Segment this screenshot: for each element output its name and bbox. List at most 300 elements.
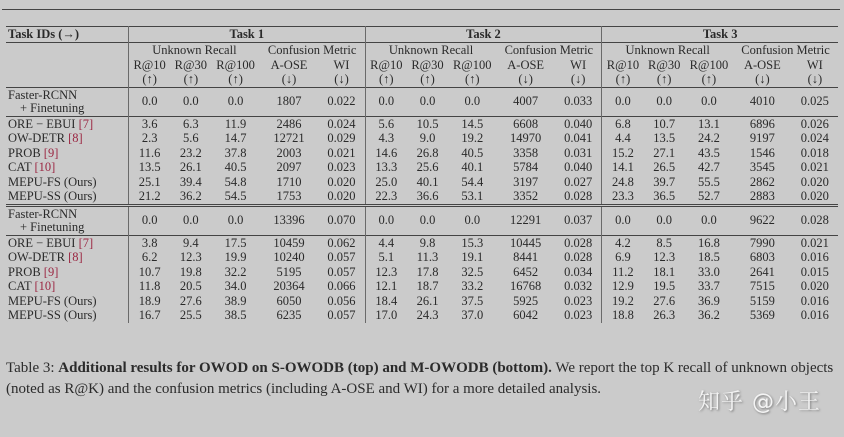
value-cell: 0.041	[564, 131, 593, 145]
value-cell: 23.3	[602, 189, 644, 205]
value-cell: 11.3	[416, 250, 439, 264]
value-cell: 9.0	[419, 131, 436, 145]
value-cell: 0.0	[656, 94, 672, 109]
value-cell: 0.028	[800, 213, 829, 228]
method-name	[6, 250, 129, 265]
unknown-recall-header: Unknown Recall	[602, 43, 733, 58]
results-table	[6, 26, 838, 323]
citation-link[interactable]: [10]	[34, 160, 56, 174]
value-cell: 12291	[510, 213, 542, 228]
value-cell: 7990	[749, 235, 775, 250]
value-cell: 5195	[276, 264, 302, 279]
value-cell: 2883	[749, 189, 775, 203]
value-cell: 2641	[749, 264, 775, 279]
value-cell: 12.3	[653, 250, 676, 264]
empty-cell	[6, 58, 129, 73]
arrow-indicator: (↑)	[228, 72, 243, 86]
value-cell: 15.2	[602, 146, 644, 161]
arrow-indicator: (↓)	[755, 72, 770, 86]
value-cell: 26.5	[653, 160, 676, 174]
value-cell: 0.026	[800, 116, 829, 131]
method-label: MEPU-FS (Ours)	[8, 174, 97, 189]
method-label: Faster-RCNN	[8, 87, 78, 102]
value-cell: 19.1	[461, 250, 484, 264]
value-cell: 16768	[510, 279, 542, 293]
table-row	[6, 308, 838, 323]
value-cell: 4.4	[602, 131, 644, 146]
value-cell: 0.0	[464, 213, 481, 228]
citation-link[interactable]: [7]	[78, 235, 94, 250]
value-cell: 54.4	[461, 174, 484, 189]
table-row	[6, 250, 838, 265]
value-cell: 0.020	[800, 174, 829, 189]
arrow-indicator: (↓)	[518, 72, 533, 86]
value-cell: 0.040	[564, 160, 593, 174]
value-cell: 25.6	[416, 160, 439, 174]
value-cell: 20364	[273, 279, 305, 293]
value-cell: 13396	[273, 213, 305, 228]
task-1-header: Task 1	[129, 27, 366, 43]
arrow-indicator: (↓)	[570, 72, 586, 86]
value-cell: 37.0	[461, 308, 484, 322]
value-cell: 7515	[749, 279, 775, 293]
method-name	[6, 131, 129, 146]
citation-link[interactable]: [10]	[34, 279, 56, 293]
value-cell: 14.1	[602, 160, 644, 175]
value-cell: 5.6	[365, 116, 407, 131]
method-label: MEPU-FS (Ours)	[8, 293, 97, 308]
value-cell: 4.3	[365, 131, 407, 146]
value-cell: 24.8	[602, 175, 644, 190]
arrow-indicator: (↑)	[420, 72, 435, 86]
value-cell: 0.0	[129, 87, 171, 116]
value-cell: 18.9	[129, 294, 171, 309]
value-cell: 18.7	[416, 279, 439, 293]
value-cell: 2097	[276, 160, 302, 174]
citation-link[interactable]: [8]	[68, 131, 83, 145]
value-cell: 13.3	[365, 160, 407, 175]
value-cell: 9.4	[183, 235, 199, 250]
value-cell: 54.5	[224, 189, 247, 203]
metric-header: R@100	[689, 57, 729, 72]
value-cell: 0.0	[602, 207, 644, 236]
value-cell: 0.0	[183, 213, 199, 228]
method-name	[6, 87, 129, 116]
value-cell: 53.1	[461, 189, 484, 203]
value-cell: 20.5	[179, 279, 202, 293]
value-cell: 36.2	[697, 308, 720, 322]
value-cell: 0.0	[365, 87, 407, 116]
method-name	[6, 146, 129, 161]
value-cell: 37.5	[461, 293, 484, 308]
value-cell: 40.5	[461, 145, 484, 160]
value-cell: 8441	[513, 250, 539, 264]
value-cell: 55.5	[697, 174, 720, 189]
arrow-indicator: (↑)	[701, 72, 717, 86]
value-cell: 0.0	[183, 94, 199, 109]
value-cell: 0.034	[564, 264, 593, 279]
value-cell: 42.7	[697, 160, 720, 174]
value-cell: 5784	[513, 160, 539, 174]
metric-header: A-OSE	[507, 57, 545, 72]
value-cell: 19.9	[224, 250, 247, 264]
value-cell: 40.5	[224, 160, 247, 174]
value-cell: 6896	[749, 116, 775, 131]
method-label: PROB	[8, 264, 41, 279]
table-row	[6, 131, 838, 146]
value-cell: 0.028	[564, 250, 593, 264]
metric-header: R@100	[216, 57, 255, 72]
value-cell: 0.020	[800, 279, 829, 293]
watermark: 知乎 @小王	[698, 390, 821, 415]
table-row	[6, 87, 838, 116]
value-cell: 0.022	[327, 94, 356, 109]
value-cell: 27.6	[653, 293, 676, 308]
value-cell: 22.3	[365, 189, 407, 205]
method-name	[6, 279, 129, 294]
value-cell: 11.2	[602, 265, 644, 280]
value-cell: 38.5	[224, 308, 247, 322]
value-cell: 52.7	[697, 189, 720, 203]
value-cell: 0.037	[564, 213, 593, 228]
value-cell: 36.5	[653, 189, 676, 203]
method-label: ORE − EBUI	[8, 116, 76, 131]
value-cell: 16.8	[697, 235, 720, 250]
method-label: OW-DETR	[8, 131, 65, 145]
value-cell: 11.8	[129, 279, 171, 294]
value-cell: 19.8	[179, 264, 202, 279]
value-cell: 25.1	[129, 175, 171, 190]
value-cell: 32.2	[224, 264, 247, 279]
value-cell: 0.027	[564, 174, 593, 189]
value-cell: 8.5	[656, 235, 672, 250]
value-cell: 17.8	[416, 264, 439, 279]
value-cell: 3.8	[129, 235, 171, 250]
caption-label: Table 3:	[6, 360, 55, 376]
confusion-metric-header: Confusion Metric	[504, 43, 594, 57]
value-cell: 12.1	[365, 279, 407, 294]
method-label: OW-DETR	[8, 250, 65, 264]
task-header-row	[6, 27, 838, 43]
value-cell: 13.5	[129, 160, 171, 175]
empty-cell	[6, 72, 129, 87]
value-cell: 0.0	[656, 213, 672, 228]
arrow-indicator: (↑)	[602, 72, 644, 87]
value-cell: 13.1	[697, 116, 720, 131]
value-cell: 19.5	[653, 279, 676, 293]
method-name	[6, 189, 129, 205]
arrow-indicator: (↓)	[334, 72, 349, 86]
metric-header: R@10	[602, 58, 644, 73]
value-cell: 11.6	[129, 146, 171, 161]
metric-header: R@30	[411, 57, 444, 72]
value-cell: 33.0	[697, 264, 720, 279]
value-cell: 1710	[276, 174, 302, 189]
value-cell: 43.5	[697, 145, 720, 160]
value-cell: 0.023	[564, 308, 593, 322]
value-cell: 2862	[749, 174, 775, 189]
value-cell: 14970	[510, 131, 542, 145]
value-cell: 27.1	[653, 145, 676, 160]
arrow-indicator: (↑)	[129, 72, 171, 87]
value-cell: 12.3	[179, 250, 202, 264]
value-cell: 0.020	[327, 174, 356, 189]
value-cell: 0.056	[327, 293, 356, 308]
value-cell: 5369	[749, 308, 775, 322]
table-row	[6, 175, 838, 190]
table-row	[6, 207, 838, 236]
task-2-header: Task 2	[365, 27, 602, 43]
value-cell: 0.0	[227, 94, 244, 109]
value-cell: 26.1	[416, 293, 439, 308]
value-cell: 0.028	[564, 189, 593, 203]
value-cell: 5.1	[365, 250, 407, 265]
metric-header: A-OSE	[270, 57, 308, 72]
method-name	[6, 175, 129, 190]
citation-link[interactable]: [9]	[43, 145, 59, 160]
citation-link[interactable]: [9]	[43, 264, 59, 279]
value-cell: 0.015	[800, 264, 829, 279]
value-cell: 16.7	[129, 308, 171, 323]
value-cell: 0.0	[464, 94, 481, 109]
arrow-indicator: (↑)	[464, 72, 480, 86]
arrow-indicator: (↑)	[656, 72, 672, 86]
method-label: Faster-RCNN	[8, 206, 78, 221]
value-cell: 32.5	[461, 264, 484, 279]
value-cell: 9.8	[419, 235, 436, 250]
value-cell: 1807	[276, 94, 302, 109]
value-cell: 36.6	[416, 189, 439, 203]
unknown-recall-header: Unknown Recall	[129, 43, 260, 58]
arrow-indicator: (↑)	[365, 72, 407, 87]
value-cell: 0.018	[800, 145, 829, 160]
value-cell: 9622	[749, 213, 775, 228]
metric-header: R@10	[365, 58, 407, 73]
value-cell: 0.0	[365, 207, 407, 236]
value-cell: 0.057	[327, 308, 356, 322]
value-cell: 24.2	[697, 131, 720, 145]
value-cell: 0.016	[800, 293, 829, 308]
value-cell: 36.9	[697, 293, 720, 308]
value-cell: 0.020	[800, 189, 829, 203]
value-cell: 6050	[276, 293, 302, 308]
value-cell: 25.5	[179, 308, 202, 322]
value-cell: 33.7	[697, 279, 720, 293]
task-ids-label: Task IDs (→)	[8, 27, 80, 41]
value-cell: 1753	[276, 189, 302, 203]
method-label: CAT	[8, 279, 32, 293]
value-cell: 0.024	[800, 131, 829, 145]
value-cell: 3197	[513, 174, 539, 189]
arrow-indicator: (↓)	[807, 72, 823, 86]
value-cell: 13.5	[653, 131, 676, 145]
value-cell: 6.2	[129, 250, 171, 265]
value-cell: 18.5	[697, 250, 720, 264]
value-cell: 6452	[513, 264, 539, 279]
value-cell: 0.021	[800, 235, 829, 250]
arrow-header-row	[6, 72, 838, 87]
unknown-recall-header: Unknown Recall	[365, 43, 496, 58]
metric-header: R@100	[452, 57, 492, 72]
value-cell: 10445	[510, 235, 542, 250]
value-cell: 0.057	[327, 264, 356, 279]
value-cell: 0.0	[419, 94, 436, 109]
caption-body: We report the top K recall of unknown objects (noted as R@K) and the confusion metrics (including A-OSE and WI) for a more detailed analysis.	[6, 360, 834, 397]
value-cell: 0.024	[327, 116, 356, 131]
value-cell: 0.023	[327, 160, 356, 174]
value-cell: 17.5	[224, 235, 247, 250]
table-row	[6, 146, 838, 161]
value-cell: 6.8	[602, 116, 644, 131]
value-cell: 0.0	[701, 213, 717, 228]
value-cell: 0.032	[564, 279, 593, 293]
value-cell: 10240	[273, 250, 305, 264]
value-cell: 2003	[276, 145, 302, 160]
value-cell: 15.3	[461, 235, 484, 250]
value-cell: 0.057	[327, 250, 356, 264]
citation-link[interactable]: [8]	[68, 250, 83, 264]
value-cell: 6235	[276, 308, 302, 322]
value-cell: 0.029	[327, 131, 356, 145]
value-cell: 23.2	[179, 145, 202, 160]
value-cell: 12.3	[365, 265, 407, 280]
method-name	[6, 308, 129, 323]
value-cell: 54.8	[224, 174, 247, 189]
value-cell: 2486	[276, 116, 302, 131]
value-cell: 0.023	[564, 293, 593, 308]
value-cell: 18.1	[653, 264, 676, 279]
value-cell: 0.070	[327, 213, 356, 228]
group-header-row	[6, 43, 838, 58]
method-label-line2: + Finetuning	[20, 219, 85, 234]
value-cell: 10459	[273, 235, 305, 250]
m-owodb-block	[6, 205, 838, 323]
value-cell: 3.6	[129, 116, 171, 131]
method-label: ORE − EBUI	[8, 235, 76, 250]
value-cell: 10.7	[653, 116, 676, 131]
metric-header-row	[6, 58, 838, 73]
value-cell: 5159	[749, 293, 775, 308]
metric-header: R@10	[129, 58, 171, 73]
value-cell: 0.016	[800, 308, 829, 322]
value-cell: 4.2	[602, 235, 644, 250]
value-cell: 6803	[749, 250, 775, 264]
value-cell: 14.7	[224, 131, 247, 145]
value-cell: 3358	[513, 145, 539, 160]
arrow-indicator: (↑)	[183, 72, 199, 86]
value-cell: 17.0	[365, 308, 407, 323]
value-cell: 12721	[273, 131, 305, 145]
arrow-indicator: (↓)	[281, 72, 297, 86]
value-cell: 21.2	[129, 189, 171, 205]
value-cell: 4.4	[365, 235, 407, 250]
citation-link[interactable]: [7]	[78, 116, 94, 131]
value-cell: 5925	[513, 293, 539, 308]
value-cell: 5.6	[183, 131, 199, 145]
value-cell: 26.1	[179, 160, 202, 174]
confusion-metric-header: Confusion Metric	[267, 43, 357, 57]
value-cell: 4010	[749, 94, 775, 109]
value-cell: 9197	[749, 131, 775, 145]
value-cell: 0.0	[602, 87, 644, 116]
value-cell: 11.9	[224, 116, 247, 131]
method-name	[6, 116, 129, 131]
value-cell: 33.2	[461, 279, 484, 293]
value-cell: 0.0	[419, 213, 436, 228]
method-label: PROB	[8, 145, 41, 160]
value-cell: 0.020	[327, 189, 356, 203]
table-row	[6, 189, 838, 205]
value-cell: 0.066	[327, 279, 356, 293]
method-name	[6, 294, 129, 309]
metric-header: R@30	[174, 57, 208, 72]
value-cell: 19.2	[461, 131, 484, 145]
metric-header: WI	[806, 57, 823, 72]
method-label: MEPU-SS (Ours)	[8, 189, 97, 203]
metric-header: WI	[333, 57, 350, 72]
table-row	[6, 294, 838, 309]
value-cell: 18.8	[602, 308, 644, 323]
value-cell: 0.040	[564, 116, 593, 131]
method-name	[6, 235, 129, 250]
table-row	[6, 160, 838, 175]
value-cell: 12.9	[602, 279, 644, 294]
value-cell: 0.031	[564, 145, 593, 160]
value-cell: 36.2	[179, 189, 202, 203]
value-cell: 39.4	[179, 174, 202, 189]
value-cell: 0.025	[800, 94, 829, 109]
method-label: CAT	[8, 160, 32, 174]
metric-header: R@30	[647, 57, 681, 72]
value-cell: 0.028	[564, 235, 593, 250]
value-cell: 14.6	[365, 146, 407, 161]
table-row	[6, 279, 838, 294]
value-cell: 40.1	[461, 160, 484, 174]
method-label-line2: + Finetuning	[20, 100, 85, 115]
task-3-header: Task 3	[602, 27, 838, 43]
method-name	[6, 265, 129, 280]
value-cell: 6042	[513, 308, 539, 322]
value-cell: 38.9	[224, 293, 247, 308]
value-cell: 0.021	[327, 145, 356, 160]
method-name	[6, 207, 129, 236]
value-cell: 2.3	[129, 131, 171, 146]
method-name	[6, 160, 129, 175]
top-rule	[2, 9, 840, 10]
value-cell: 39.7	[653, 174, 676, 189]
value-cell: 0.033	[564, 94, 593, 109]
value-cell: 24.3	[416, 308, 439, 322]
value-cell: 37.8	[224, 145, 247, 160]
metric-header: A-OSE	[743, 57, 781, 72]
value-cell: 26.3	[653, 308, 676, 322]
value-cell: 0.0	[129, 207, 171, 236]
value-cell: 14.5	[461, 116, 484, 131]
value-cell: 10.7	[129, 265, 171, 280]
value-cell: 3545	[749, 160, 775, 174]
value-cell: 26.8	[416, 145, 439, 160]
value-cell: 18.4	[365, 294, 407, 309]
table-row	[6, 116, 838, 131]
table-row	[6, 235, 838, 250]
value-cell: 34.0	[224, 279, 247, 293]
value-cell: 10.5	[416, 116, 439, 131]
metric-header: WI	[570, 57, 587, 72]
method-label: MEPU-SS (Ours)	[8, 308, 97, 322]
value-cell: 0.0	[227, 213, 244, 228]
value-cell: 1546	[749, 145, 775, 160]
value-cell: 19.2	[602, 294, 644, 309]
